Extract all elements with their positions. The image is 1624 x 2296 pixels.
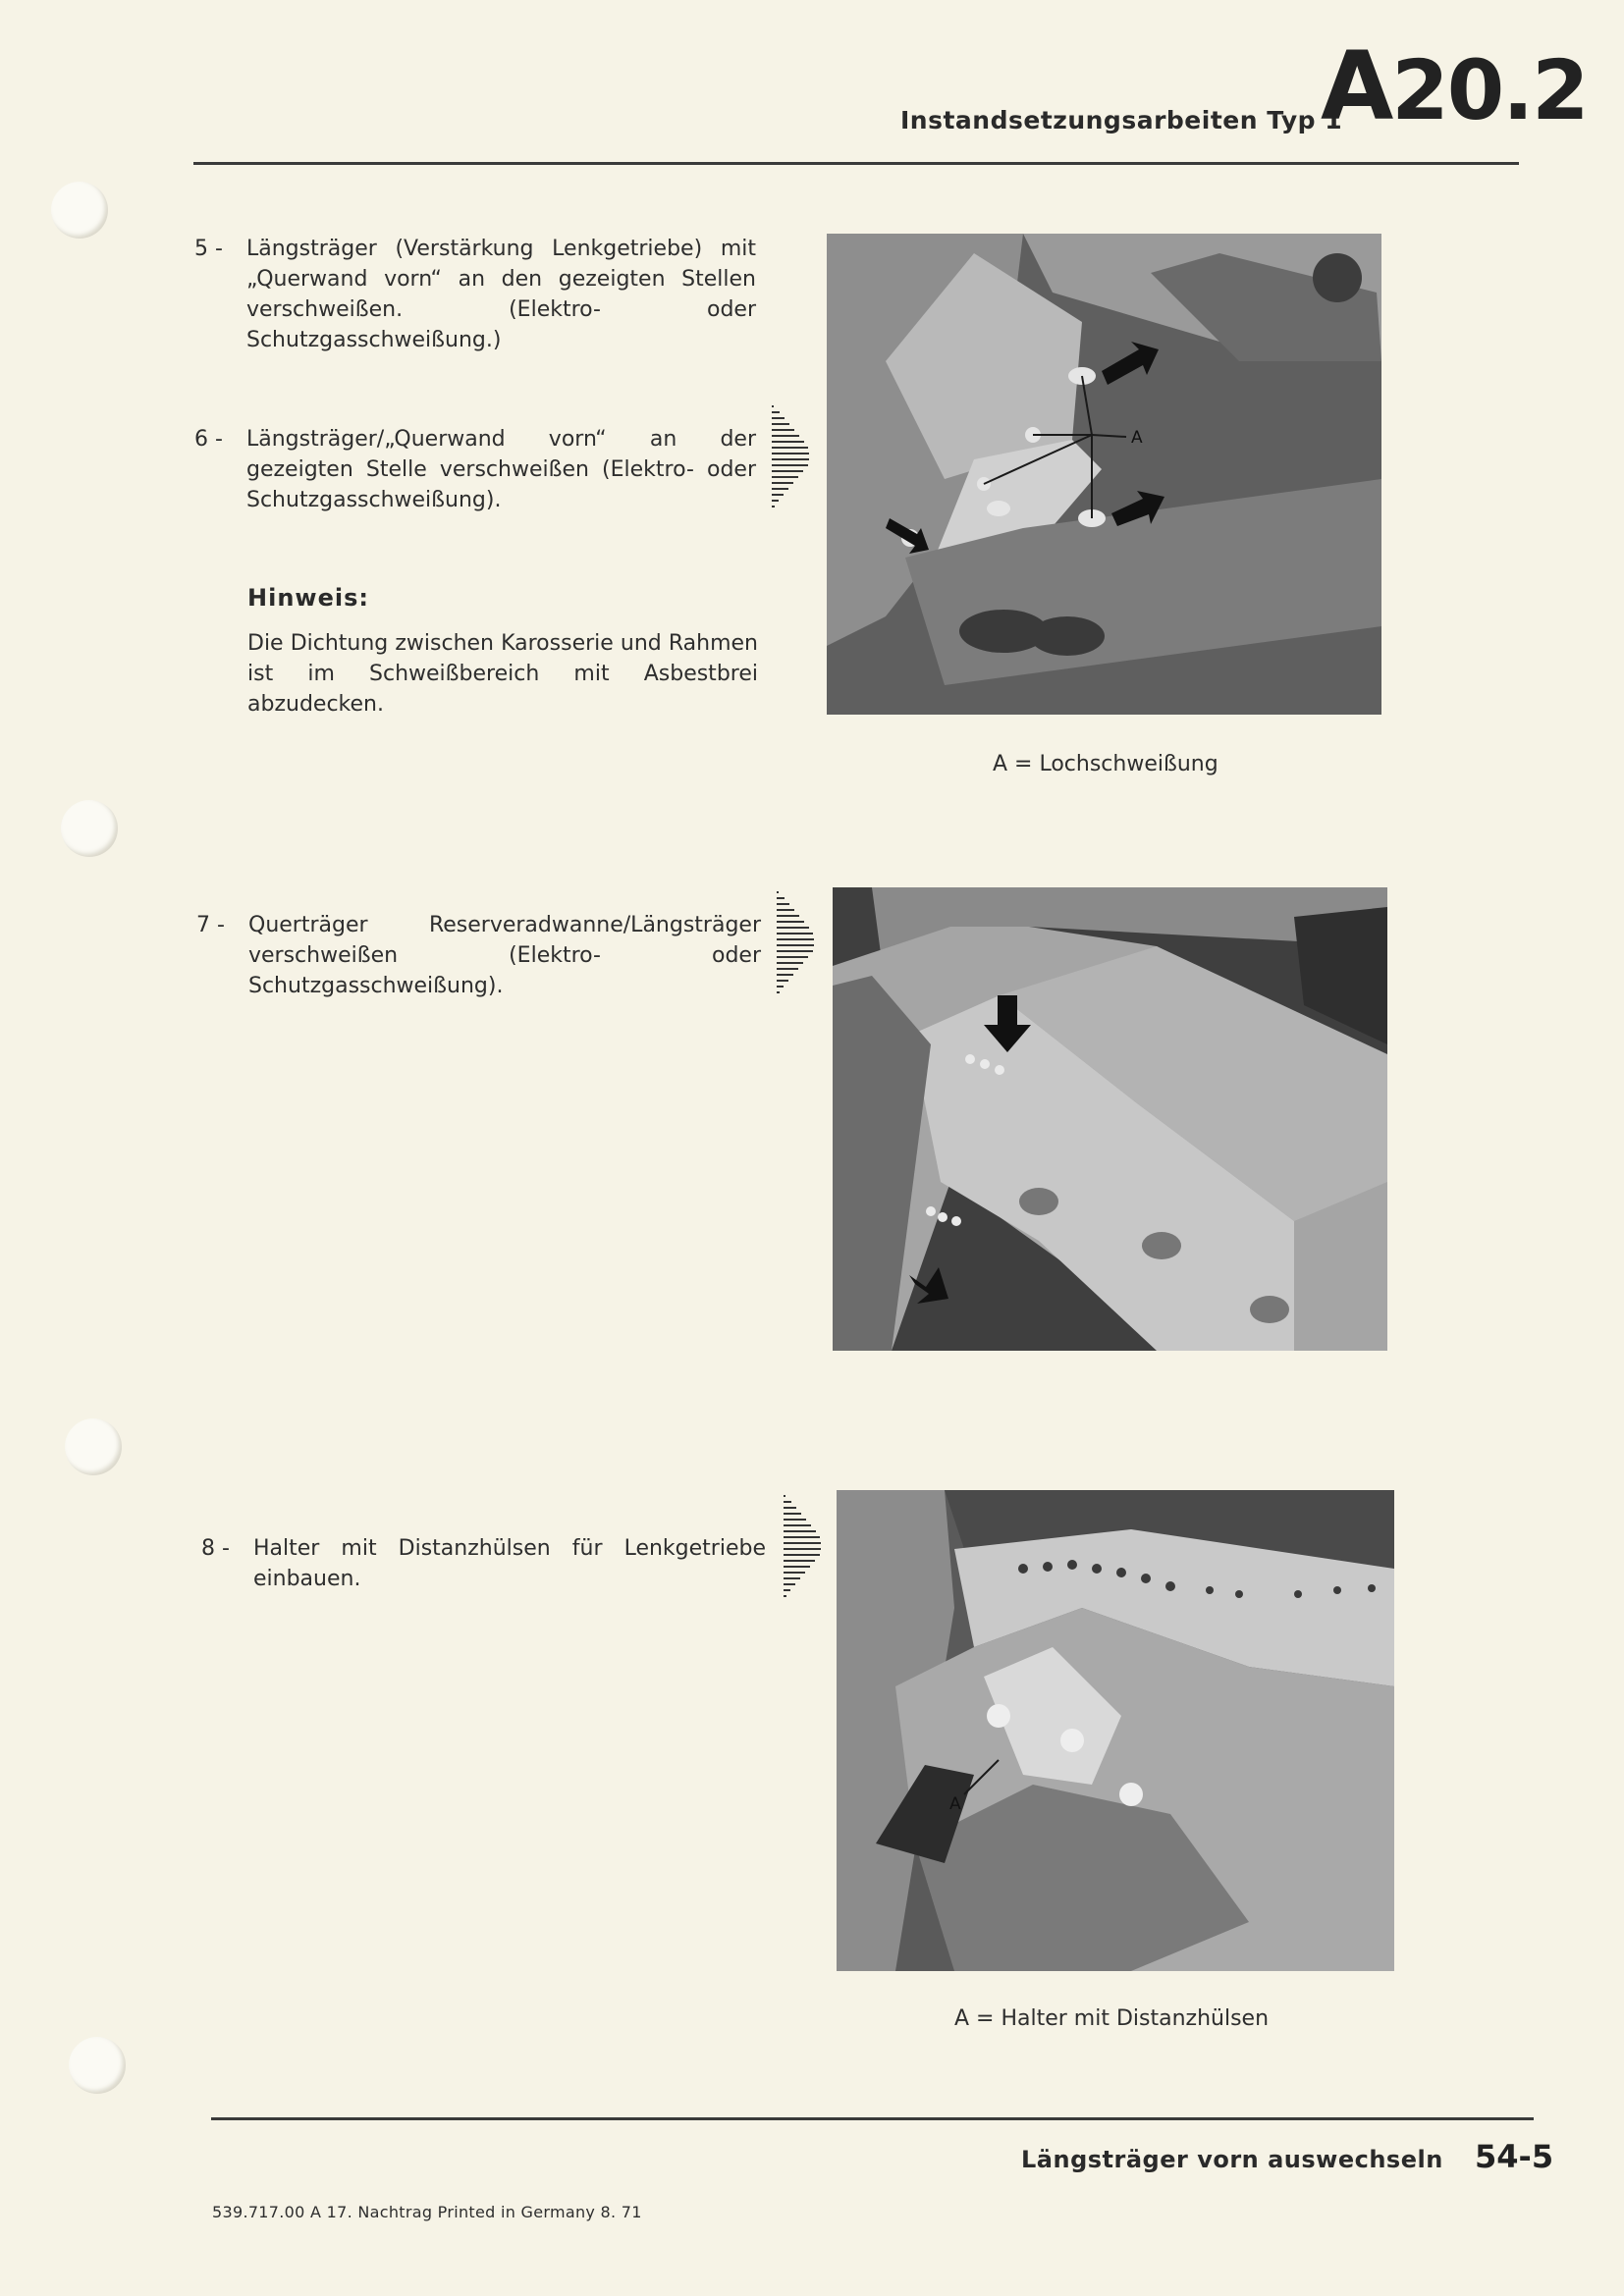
pointer-arrow-icon — [782, 1492, 823, 1606]
step-5 — [194, 234, 756, 355]
footer-rule — [211, 2117, 1534, 2120]
photo-caption: A = Halter mit Distanzhülsen — [954, 2006, 1270, 2031]
footer-title: Längsträger vorn auswechseln — [1021, 2146, 1443, 2173]
photo-illustration — [837, 1490, 1394, 1971]
step-6 — [194, 424, 756, 515]
note-heading: Hinweis: — [247, 584, 369, 612]
step-number: 6 - — [194, 427, 223, 452]
photo-caption: A = Lochschweißung — [993, 752, 1218, 776]
step-number: 5 - — [194, 237, 223, 261]
photo-crossmember-weld — [833, 887, 1387, 1351]
photo-illustration — [827, 234, 1381, 715]
print-info: 539.717.00 A 17. Nachtrag Printed in Germany 8. 71 — [212, 2203, 642, 2221]
section-code-prefix: A — [1321, 31, 1392, 141]
step-text: Längsträger (Verstärkung Lenkgetriebe) mit „Querwand vorn“ an den gezeigten Stellen verschweißen. (Elektro- oder Schutzgasschweißung.) — [246, 237, 756, 352]
step-text: Querträger Reserveradwanne/Längsträger verschweißen (Elektro- oder Schutzgasschweißung). — [248, 913, 761, 998]
photo-illustration — [833, 887, 1387, 1351]
photo-callout-label: A — [949, 1794, 961, 1814]
step-text: Längsträger/„Querwand vorn“ an der gezeigten Stelle verschweißen (Elektro- oder Schutzgasschweißung). — [246, 427, 756, 512]
step-number: 7 - — [196, 913, 225, 937]
punch-hole — [65, 1418, 122, 1475]
photo-callout-label: A — [1131, 428, 1143, 448]
header-rule — [193, 162, 1519, 165]
punch-hole — [69, 2037, 126, 2094]
photo-weld-points — [827, 234, 1381, 715]
section-code-number: 20.2 — [1391, 42, 1588, 138]
step-8 — [201, 1533, 766, 1594]
step-7 — [196, 910, 761, 1001]
page-number: 54-5 — [1475, 2138, 1554, 2175]
pointer-arrow-icon — [770, 402, 811, 516]
step-text: Halter mit Distanzhülsen für Lenkgetriebe einbauen. — [253, 1536, 766, 1591]
note-text: Die Dichtung zwischen Karosserie und Rahmen ist im Schweißbereich mit Asbestbrei abzudecken. — [247, 631, 758, 717]
photo-steering-bracket — [837, 1490, 1394, 1971]
section-title: Instandsetzungsarbeiten Typ 1 — [900, 106, 1343, 134]
section-code — [1321, 31, 1588, 141]
pointer-arrow-icon — [775, 888, 816, 1002]
punch-hole — [61, 800, 118, 857]
step-number: 8 - — [201, 1536, 230, 1561]
punch-hole — [51, 182, 108, 239]
